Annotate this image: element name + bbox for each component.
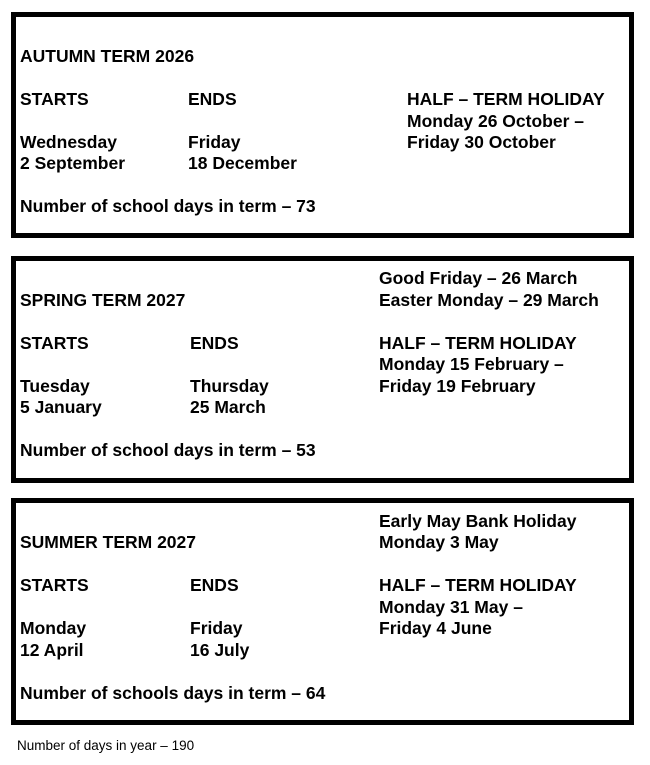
half-term-from: Monday 15 February – [379, 354, 564, 374]
end-date: 25 March [190, 397, 266, 417]
start-date: 2 September [20, 153, 126, 173]
starts-label: STARTS [20, 575, 89, 595]
days-summary: Number of schools days in term – 64 [20, 683, 326, 703]
days-summary: Number of school days in term – 73 [20, 196, 316, 216]
end-day: Friday [190, 618, 243, 638]
start-day: Monday [20, 618, 87, 638]
end-date: 18 December [188, 153, 297, 173]
year-days-footer: Number of days in year – 190 [17, 738, 195, 753]
autumn-term-box [11, 12, 634, 238]
start-day: Wednesday [20, 132, 117, 152]
end-day: Thursday [190, 376, 269, 396]
ends-label: ENDS [188, 89, 237, 109]
half-term-to: Friday 30 October [407, 132, 556, 152]
start-date: 12 April [20, 640, 84, 660]
term-title: SUMMER TERM 2027 [20, 532, 197, 552]
half-term-to: Friday 4 June [379, 618, 492, 638]
bank-holiday-line-1: Early May Bank Holiday [379, 511, 577, 531]
starts-label: STARTS [20, 89, 89, 109]
half-term-from: Monday 26 October – [407, 111, 584, 131]
ends-label: ENDS [190, 333, 239, 353]
ends-label: ENDS [190, 575, 239, 595]
half-term-from: Monday 31 May – [379, 597, 523, 617]
end-day: Friday [188, 132, 241, 152]
term-title: AUTUMN TERM 2026 [20, 46, 195, 66]
half-term-title: HALF – TERM HOLIDAY [379, 333, 577, 353]
term-title: SPRING TERM 2027 [20, 290, 186, 310]
half-term-to: Friday 19 February [379, 376, 536, 396]
starts-label: STARTS [20, 333, 89, 353]
bank-holiday-line-2: Monday 3 May [379, 532, 499, 552]
spring-term-box [11, 256, 634, 483]
half-term-title: HALF – TERM HOLIDAY [379, 575, 577, 595]
half-term-title: HALF – TERM HOLIDAY [407, 89, 605, 109]
days-summary: Number of school days in term – 53 [20, 440, 316, 460]
bank-holiday-line-1: Good Friday – 26 March [379, 268, 578, 288]
bank-holiday-line-2: Easter Monday – 29 March [379, 290, 599, 310]
start-date: 5 January [20, 397, 102, 417]
start-day: Tuesday [20, 376, 90, 396]
end-date: 16 July [190, 640, 250, 660]
summer-term-box [11, 498, 634, 725]
